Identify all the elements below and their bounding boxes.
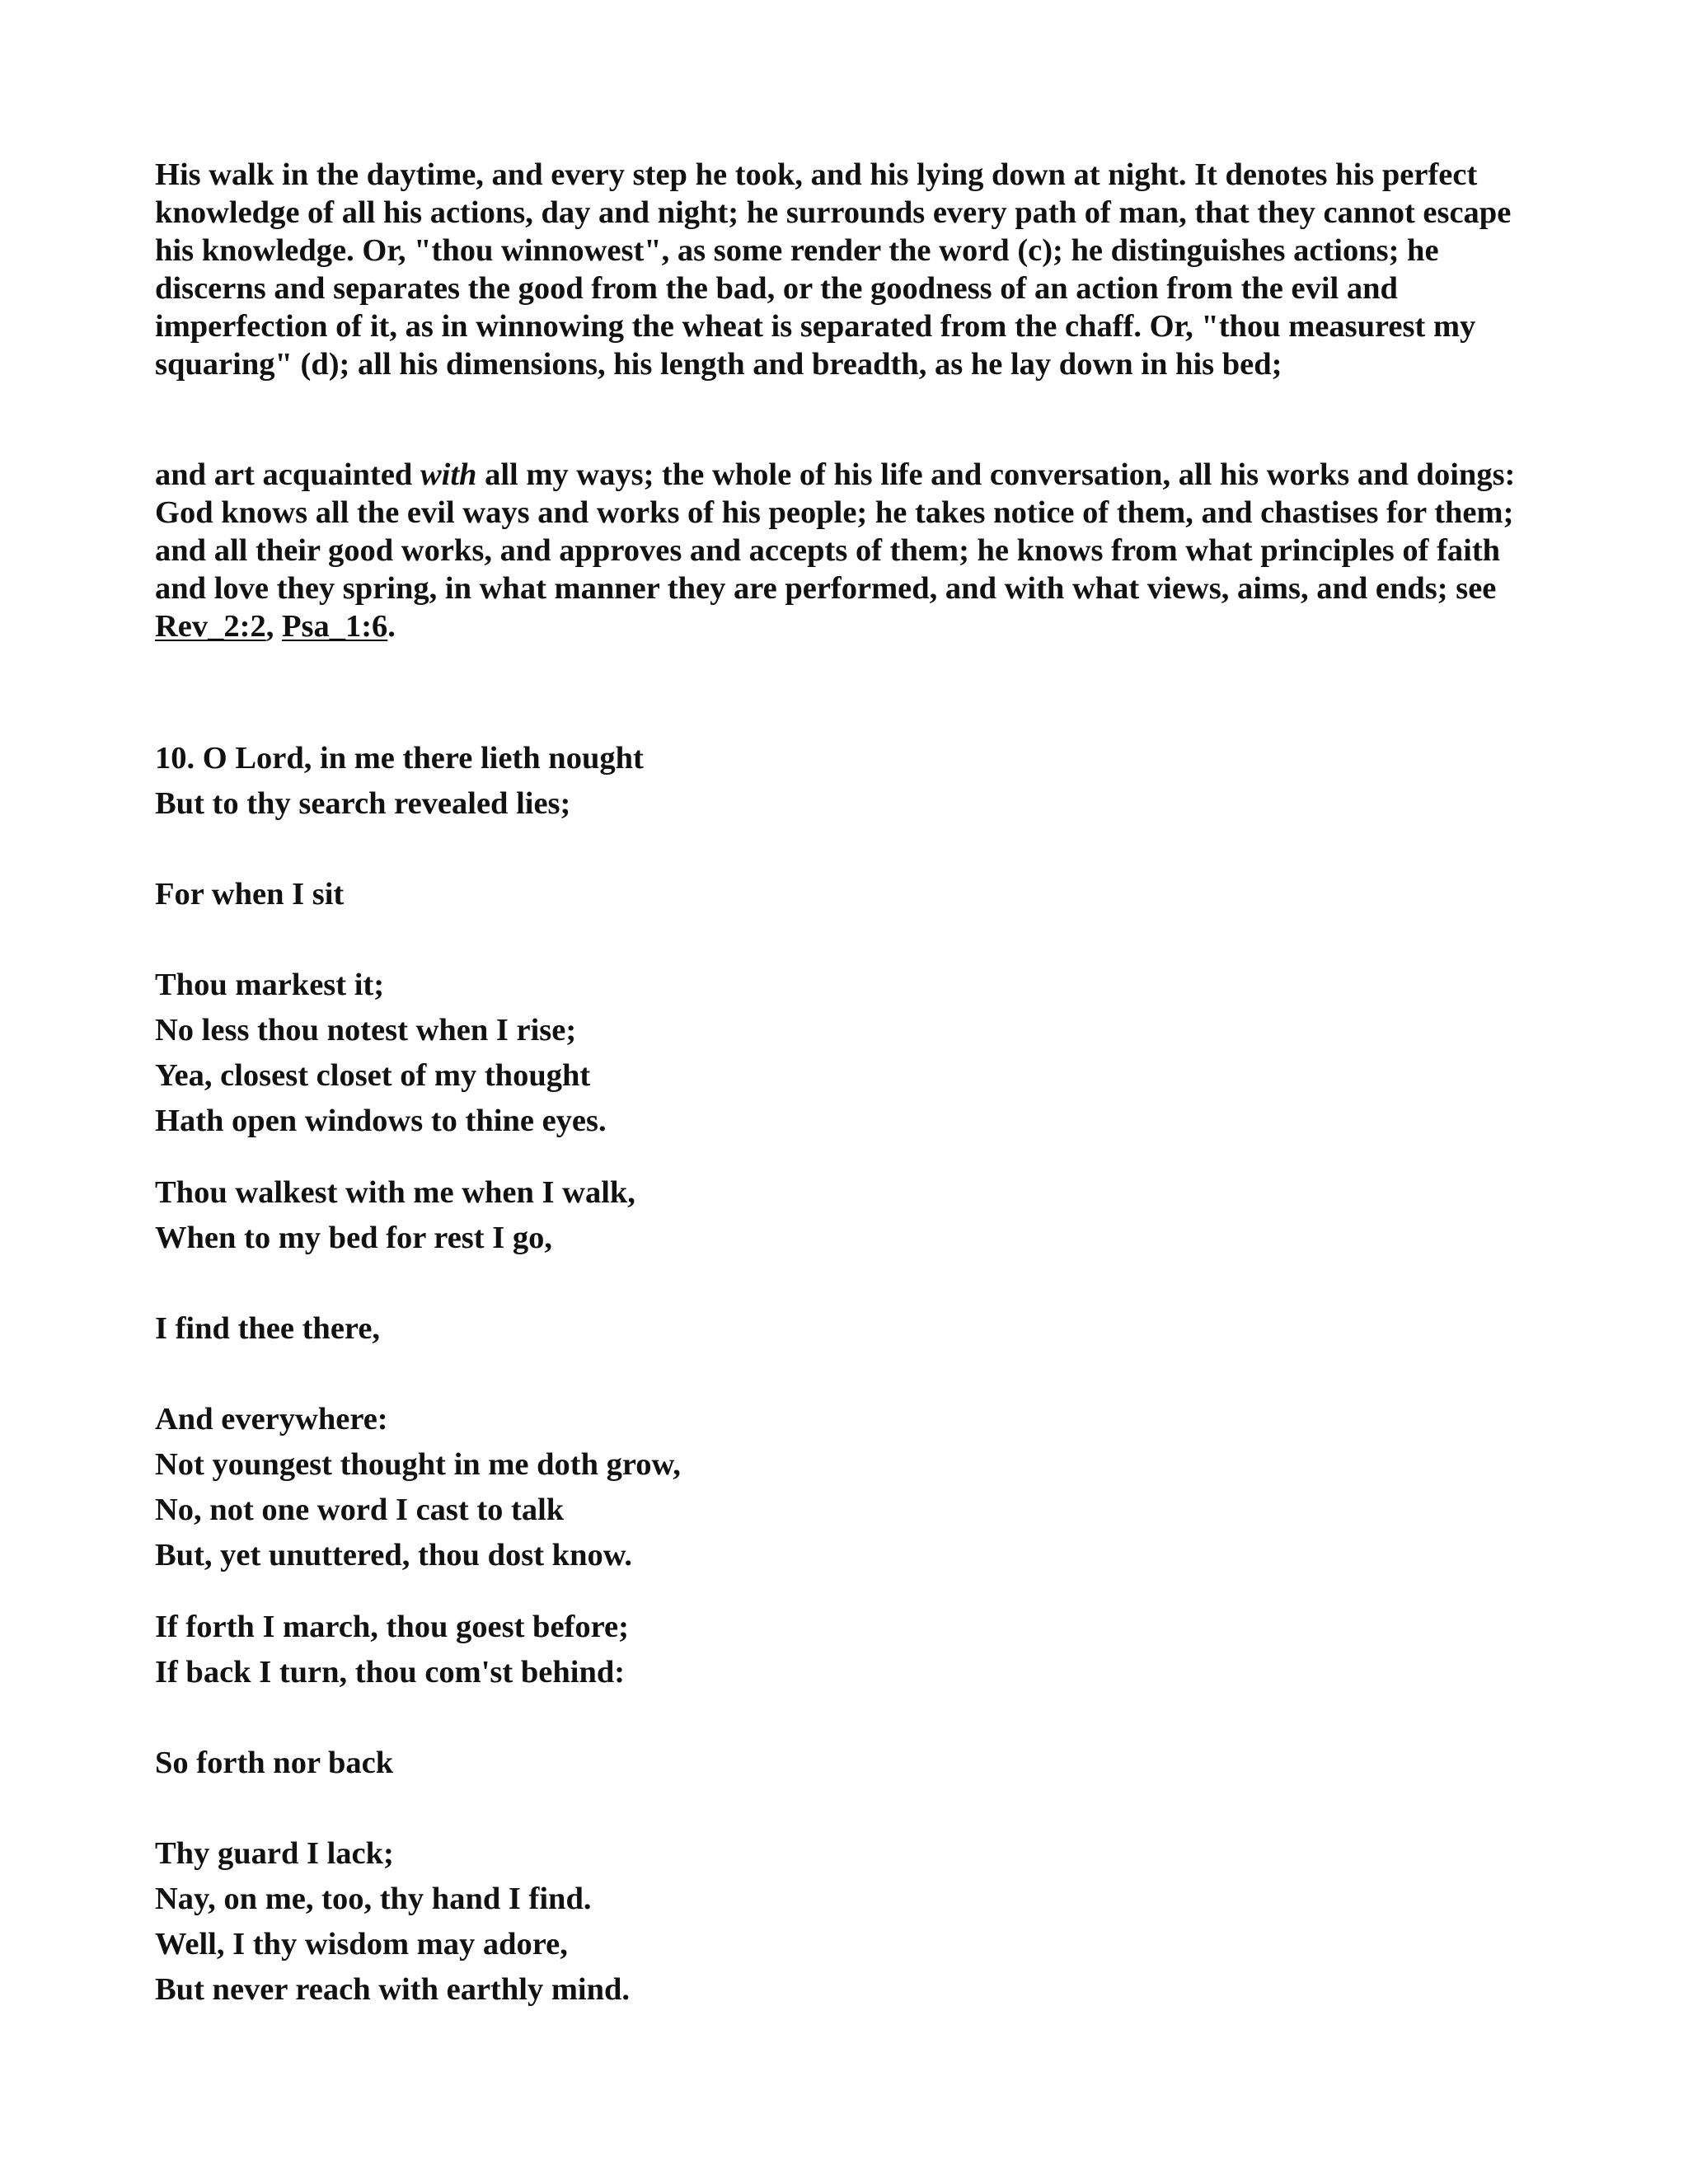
verse-line: But never reach with earthly mind. — [155, 1972, 631, 2007]
verse-line: If forth I march, thou goest before; — [155, 1610, 629, 1644]
verse-line: But, yet unuttered, thou dost know. — [155, 1538, 633, 1572]
verse-line: I find thee there, — [155, 1311, 381, 1346]
verse-line: And everywhere: — [155, 1402, 388, 1436]
verse-line: Yea, closest closet of my thought — [155, 1058, 591, 1093]
verse-line: For when I sit — [155, 877, 345, 912]
verse-line: Well, I thy wisdom may adore, — [155, 1927, 568, 1961]
verse-line: If back I turn, thou com'st behind: — [155, 1655, 626, 1690]
scripture-link-psa[interactable]: Psa_1:6 — [281, 609, 388, 644]
para2-text-middle: all my ways; the whole of his life and conversation, all his works and doings: God knows all the evil ways and works of his people; he takes notice of them, and chastises for them; and all their good works, and approves and accepts of them; he knows from what principles of faith and love they spring, in what manner they are performed, and with what views, aims, and ends; see — [155, 457, 1516, 606]
verse-line: When to my bed for rest I go, — [155, 1221, 552, 1255]
verse-line: So forth nor back — [155, 1746, 394, 1780]
verse-line: Hath open windows to thine eyes. — [155, 1104, 607, 1138]
commentary-paragraph-2 — [155, 456, 1523, 645]
verse-line: But to thy search revealed lies; — [155, 786, 571, 821]
scripture-link-rev[interactable]: Rev_2:2 — [155, 609, 266, 644]
para2-text-start: and art acquainted — [155, 457, 420, 492]
para2-italic-word: with — [420, 457, 477, 492]
verse-line: Not youngest thought in me doth grow, — [155, 1447, 681, 1482]
verse-line: Thy guard I lack; — [155, 1836, 394, 1871]
verse-line: Thou walkest with me when I walk, — [155, 1175, 635, 1210]
verse-line: No, not one word I cast to talk — [155, 1493, 565, 1527]
commentary-paragraph-1: His walk in the daytime, and every step he took, and his lying down at night. It denotes his perfect knowledge of all his actions, day and night; he surrounds every path of man, that they cannot escape his knowledge. Or, "thou winnowest", as some render the word (c); he distinguishes actions; he discerns and separates the good from the bad, or the goodness of an action from the evil and imperfection of it, as in winnowing the wheat is separated from the chaff. Or, "thou measurest my squaring" (d); all his dimensions, his length and breadth, as he lay down in his bed; — [155, 157, 1512, 382]
verse-line: Thou markest it; — [155, 968, 385, 1002]
verse-line: Nay, on me, too, thy hand I find. — [155, 1882, 592, 1916]
para2-text-end: . — [387, 609, 396, 644]
verse-line: No less thou notest when I rise; — [155, 1013, 577, 1047]
verse-line: 10. O Lord, in me there lieth nought — [155, 741, 644, 776]
para2-link-separator: , — [265, 609, 282, 644]
